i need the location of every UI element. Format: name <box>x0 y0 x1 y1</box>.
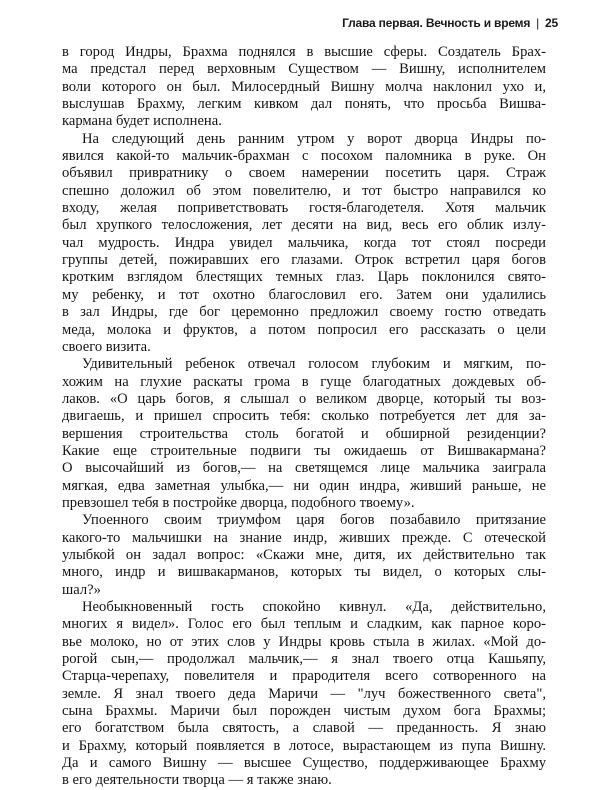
text-line: входу, желая поприветствовать гостя-благодетеля. Хотя мальчик <box>62 200 546 217</box>
text-line: двигаешь, и пришел спросить тебя: сколько потребуется лет для за- <box>62 408 546 425</box>
text-line: спешно доложил об этом повелителю, и тот быстро направился ко <box>62 182 546 199</box>
text-line: вье молоко, но от этих слов у Индры кровь стыла в жилах. «Мой до- <box>62 633 546 650</box>
text-line: многих я видел». Голос его был теплым и сладким, как парное коро- <box>62 616 546 633</box>
text-line: явился какой-то мальчик-брахман с посохом паломника в руке. Он <box>62 148 546 165</box>
text-line: группы детей, пожиравших его глазами. Отрок встретил царя богов <box>62 252 546 269</box>
text-line: его богатством была святость, а славой — преданность. Я знаю <box>62 720 546 737</box>
text-line: мягкая, едва заметная улыбка,— ни один индра, живший раньше, не <box>62 477 546 494</box>
text-line: земле. Я знал твоего деда Маричи — "луч божественного света", <box>62 685 546 702</box>
text-line: много, индр и вишвакарманов, которых ты видел, о которых слы- <box>62 564 546 581</box>
text-line: меда, молока и фруктов, а потом попросил его рассказать о цели <box>62 321 546 338</box>
running-head <box>342 16 558 30</box>
text-line: кармана будет исполнена. <box>62 113 222 130</box>
text-line: шал?» <box>62 581 101 598</box>
text-line: На следующий день ранним утром у ворот дворца Индры по- <box>82 130 546 147</box>
text-line: улыбкой он задал вопрос: «Скажи мне, дитя, их действительно так <box>62 546 546 563</box>
text-line: чал мудрость. Индра увидел мальчика, когда тот стоял посреди <box>62 234 546 251</box>
text-line: рогой сын,— продолжал мальчик,— я знал твоего отца Кашьяпу, <box>62 651 546 668</box>
text-line: Да и самого Вишну — высшее Существо, поддерживающее Брахму <box>62 755 546 772</box>
text-line: сына Брахмы. Маричи был порожден чистым духом бога Брахмы; <box>62 703 546 720</box>
text-line: му ребенку, и тот охотно благословил его. Затем они удалились <box>62 286 546 303</box>
text-line: лаков. «О царь богов, я слышал о великом дворце, который ты воз- <box>62 390 546 407</box>
body-text <box>62 44 546 790</box>
text-line: кротким взглядом блестящих темных глаз. Царь поклонился свято- <box>62 269 546 286</box>
text-line: Необыкновенный гость спокойно кивнул. «Да, действительно, <box>82 599 546 615</box>
text-line: Старца-черепаху, повелителя и прародителя всего сотворенного на <box>62 668 546 685</box>
page-number: 25 <box>545 16 558 30</box>
text-line: превзошел тебя в постройке дворца, подобного твоему». <box>62 494 415 511</box>
text-line: вершения строительства столь богатой и обширной резиденции? <box>62 425 546 442</box>
text-line: Упоенного своим триумфом царя богов позабавило притязание <box>82 512 546 529</box>
text-line: Какие еще строительные подвиги ты ожидаешь от Вишвакармана? <box>62 442 546 459</box>
text-line: воли которого он был. Милосердный Вишну молча наклонил ухо и, <box>62 78 546 95</box>
text-line: и Брахму, который появляется в лотосе, вырастающем из пупа Вишну. <box>62 737 546 754</box>
text-line: был хрупкого телосложения, лет десяти на вид, весь его облик излу- <box>62 217 546 234</box>
text-line: своего визита. <box>62 338 151 355</box>
text-line: в город Индры, Брахма поднялся в высшие сферы. Создатель Брах- <box>62 44 546 60</box>
header-separator: | <box>536 16 540 30</box>
text-line: выслушав Брахму, легким кивком дал понять, что просьба Вишва- <box>62 96 546 113</box>
text-line: в его деятельности творца — я также знаю. <box>62 772 332 789</box>
text-line: в зал Индры, где бог церемонно предложил своему гостю отведать <box>62 304 546 321</box>
text-line: хожим на глухие раскаты грома в гуще благодатных дождевых об- <box>62 373 546 390</box>
text-line: ма предстал перед верховным Существом — Вишну, исполнителем <box>62 61 546 78</box>
text-line: О высочайший из богов,— на светящемся лице мальчика заиграла <box>62 460 546 477</box>
chapter-title: Глава первая. Вечность и время <box>342 16 531 30</box>
text-line: Удивительный ребенок отвечал голосом глубоким и мягким, по- <box>82 356 546 373</box>
text-line: какого-то мальчишки на знание индр, живших прежде. С отеческой <box>62 529 546 546</box>
text-line: объявил привратнику о своем намерении посетить царя. Страж <box>62 165 546 182</box>
